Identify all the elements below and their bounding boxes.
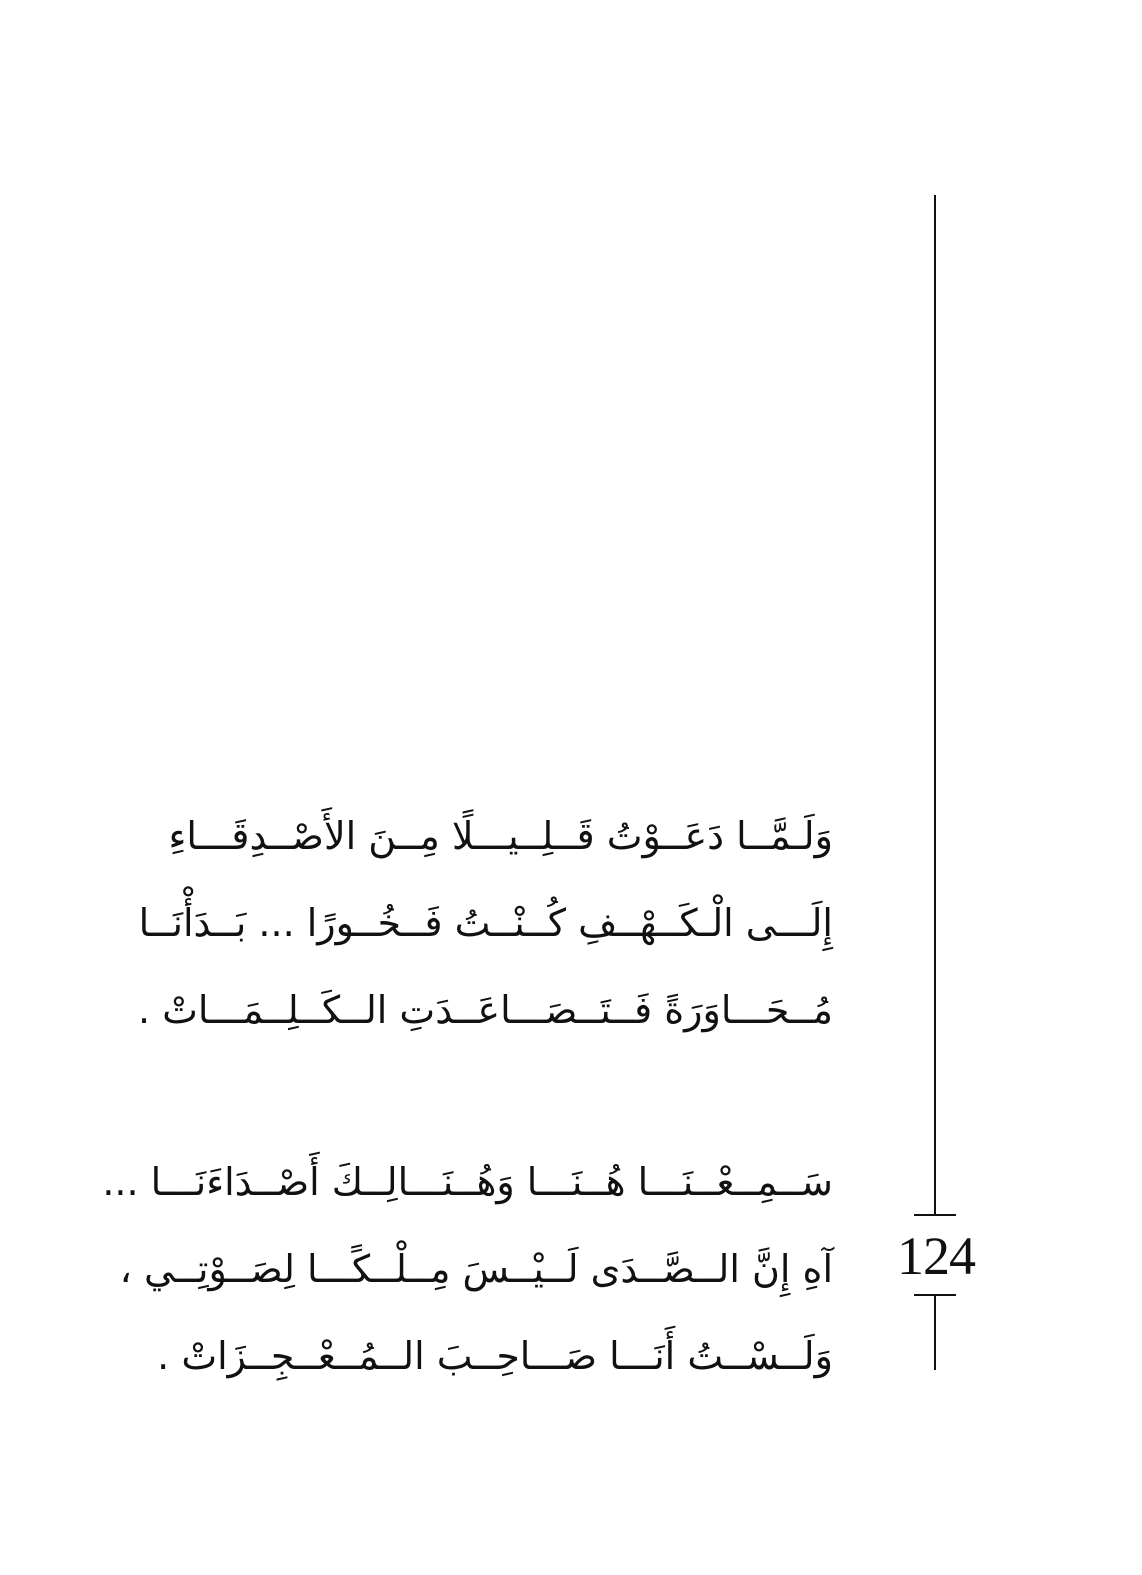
poem-line: سَــمِــعْــنَـــا هُــنَـــا وَهُــنَـــالِــكَ أَصْــدَاءَنَـــا ...: [102, 1160, 833, 1204]
poem-stanza-1: [137, 800, 833, 1061]
page-number-top-tick: [914, 1214, 956, 1216]
poem-line: مُــحَـــاوَرَةً فَــتَــصَـــاعَــدَتِ الــكَــلِــمَـــاتْ .: [137, 988, 833, 1032]
page-number: 124: [897, 1226, 975, 1286]
margin-rule-top: [934, 195, 936, 1215]
poem-line: إِلَـــى الْـكَــهْــفِ كُــنْــتُ فَــخُــورًا ... بَــدَأْنَــا: [138, 901, 833, 945]
poem-line: وَلَـمَّــا دَعَــوْتُ قَــلِــيـــلًا مِــنَ الأَصْــدِقَـــاءِ: [168, 814, 833, 858]
poem-line: وَلَــسْــتُ أَنَـــا صَـــاحِــبَ الــمُــعْــجِــزَاتْ .: [157, 1334, 833, 1378]
poem-line: آهِ إِنَّ الــصَّــدَى لَــيْــسَ مِــلْــكًـــا لِصَــوْتِــي ،: [119, 1247, 833, 1291]
margin-rule-bottom: [934, 1296, 936, 1370]
poem-stanza-2: [102, 1146, 833, 1407]
